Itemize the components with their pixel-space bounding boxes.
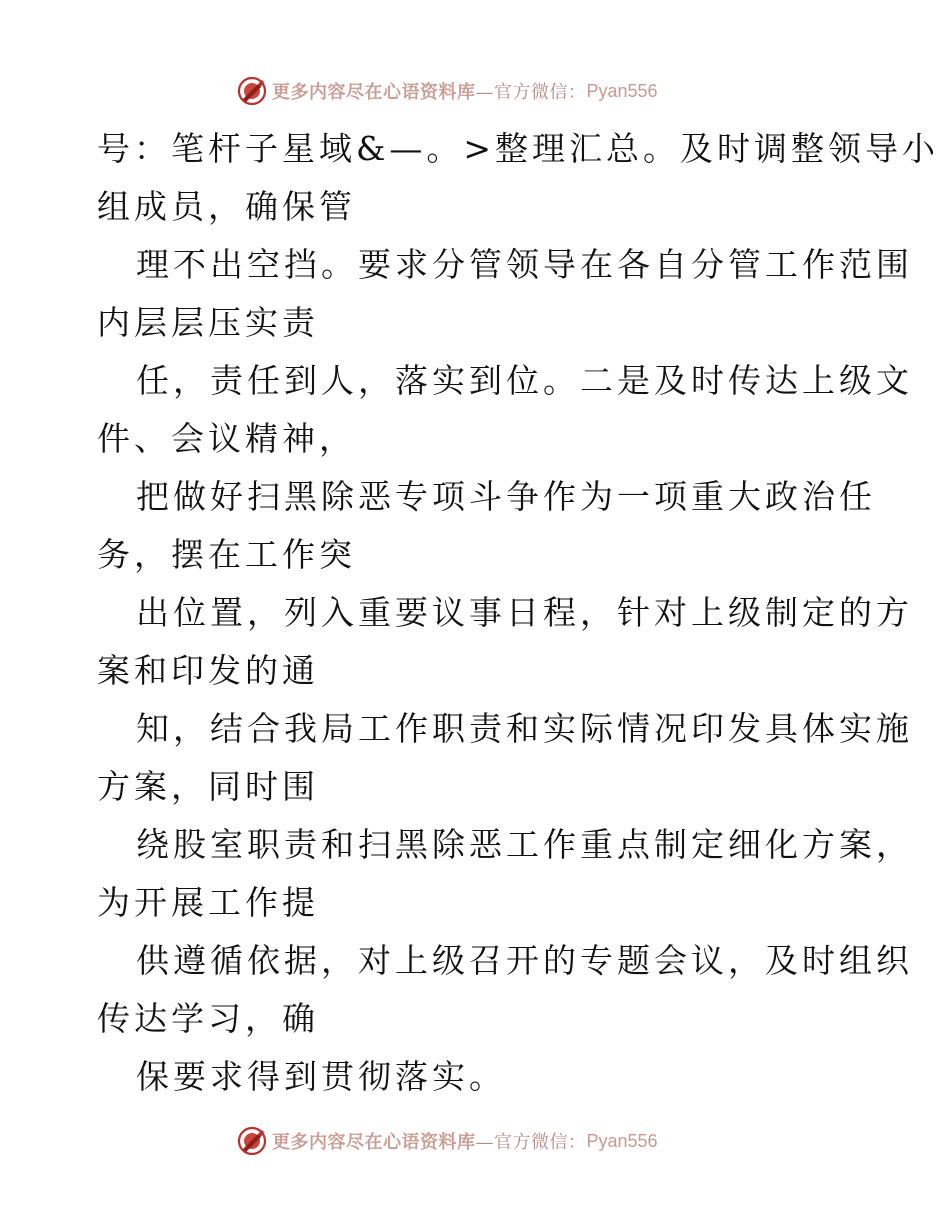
body-line: 组成员，确保管 (97, 187, 356, 226)
watermark-brand-text: 更多内容尽在心语资料库 (272, 82, 476, 103)
body-line: 内层层压实责 (97, 303, 319, 342)
watermark-contact-label: —官方微信： (475, 1132, 587, 1153)
body-line: 号：笔杆子星域&—。>整理汇总。及时调整领导小 (97, 129, 940, 168)
document-body (97, 120, 940, 1106)
watermark-wechat-id: Pyan556 (586, 80, 658, 101)
watermark-brand-text: 更多内容尽在心语资料库 (272, 1132, 476, 1153)
header-watermark (236, 73, 658, 109)
body-line: 理不出空挡。要求分管领导在各自分管工作范围 (136, 245, 913, 284)
watermark-wechat-id: Pyan556 (586, 1130, 658, 1151)
body-line: 为开展工作提 (97, 883, 319, 922)
body-line: 把做好扫黑除恶专项斗争作为一项重大政治任 (136, 477, 876, 516)
body-line: 绕股室职责和扫黑除恶工作重点制定细化方案， (136, 825, 913, 864)
body-line: 任，责任到人，落实到位。二是及时传达上级文 (136, 361, 913, 400)
body-line: 案和印发的通 (97, 651, 319, 690)
body-line: 知，结合我局工作职责和实际情况印发具体实施 (136, 709, 913, 748)
body-line: 传达学习，确 (97, 999, 319, 1038)
footer-watermark (236, 1123, 658, 1159)
body-line: 出位置，列入重要议事日程，针对上级制定的方 (136, 593, 913, 632)
body-line: 方案，同时围 (97, 767, 319, 806)
watermark-contact-label: —官方微信： (475, 82, 587, 103)
body-line: 件、会议精神， (97, 419, 356, 458)
brand-seal-icon (236, 1125, 268, 1157)
body-line: 务，摆在工作突 (97, 535, 356, 574)
body-line: 供遵循依据，对上级召开的专题会议，及时组织 (136, 941, 913, 980)
brand-seal-icon (236, 75, 268, 107)
body-line: 保要求得到贯彻落实。 (136, 1057, 506, 1096)
